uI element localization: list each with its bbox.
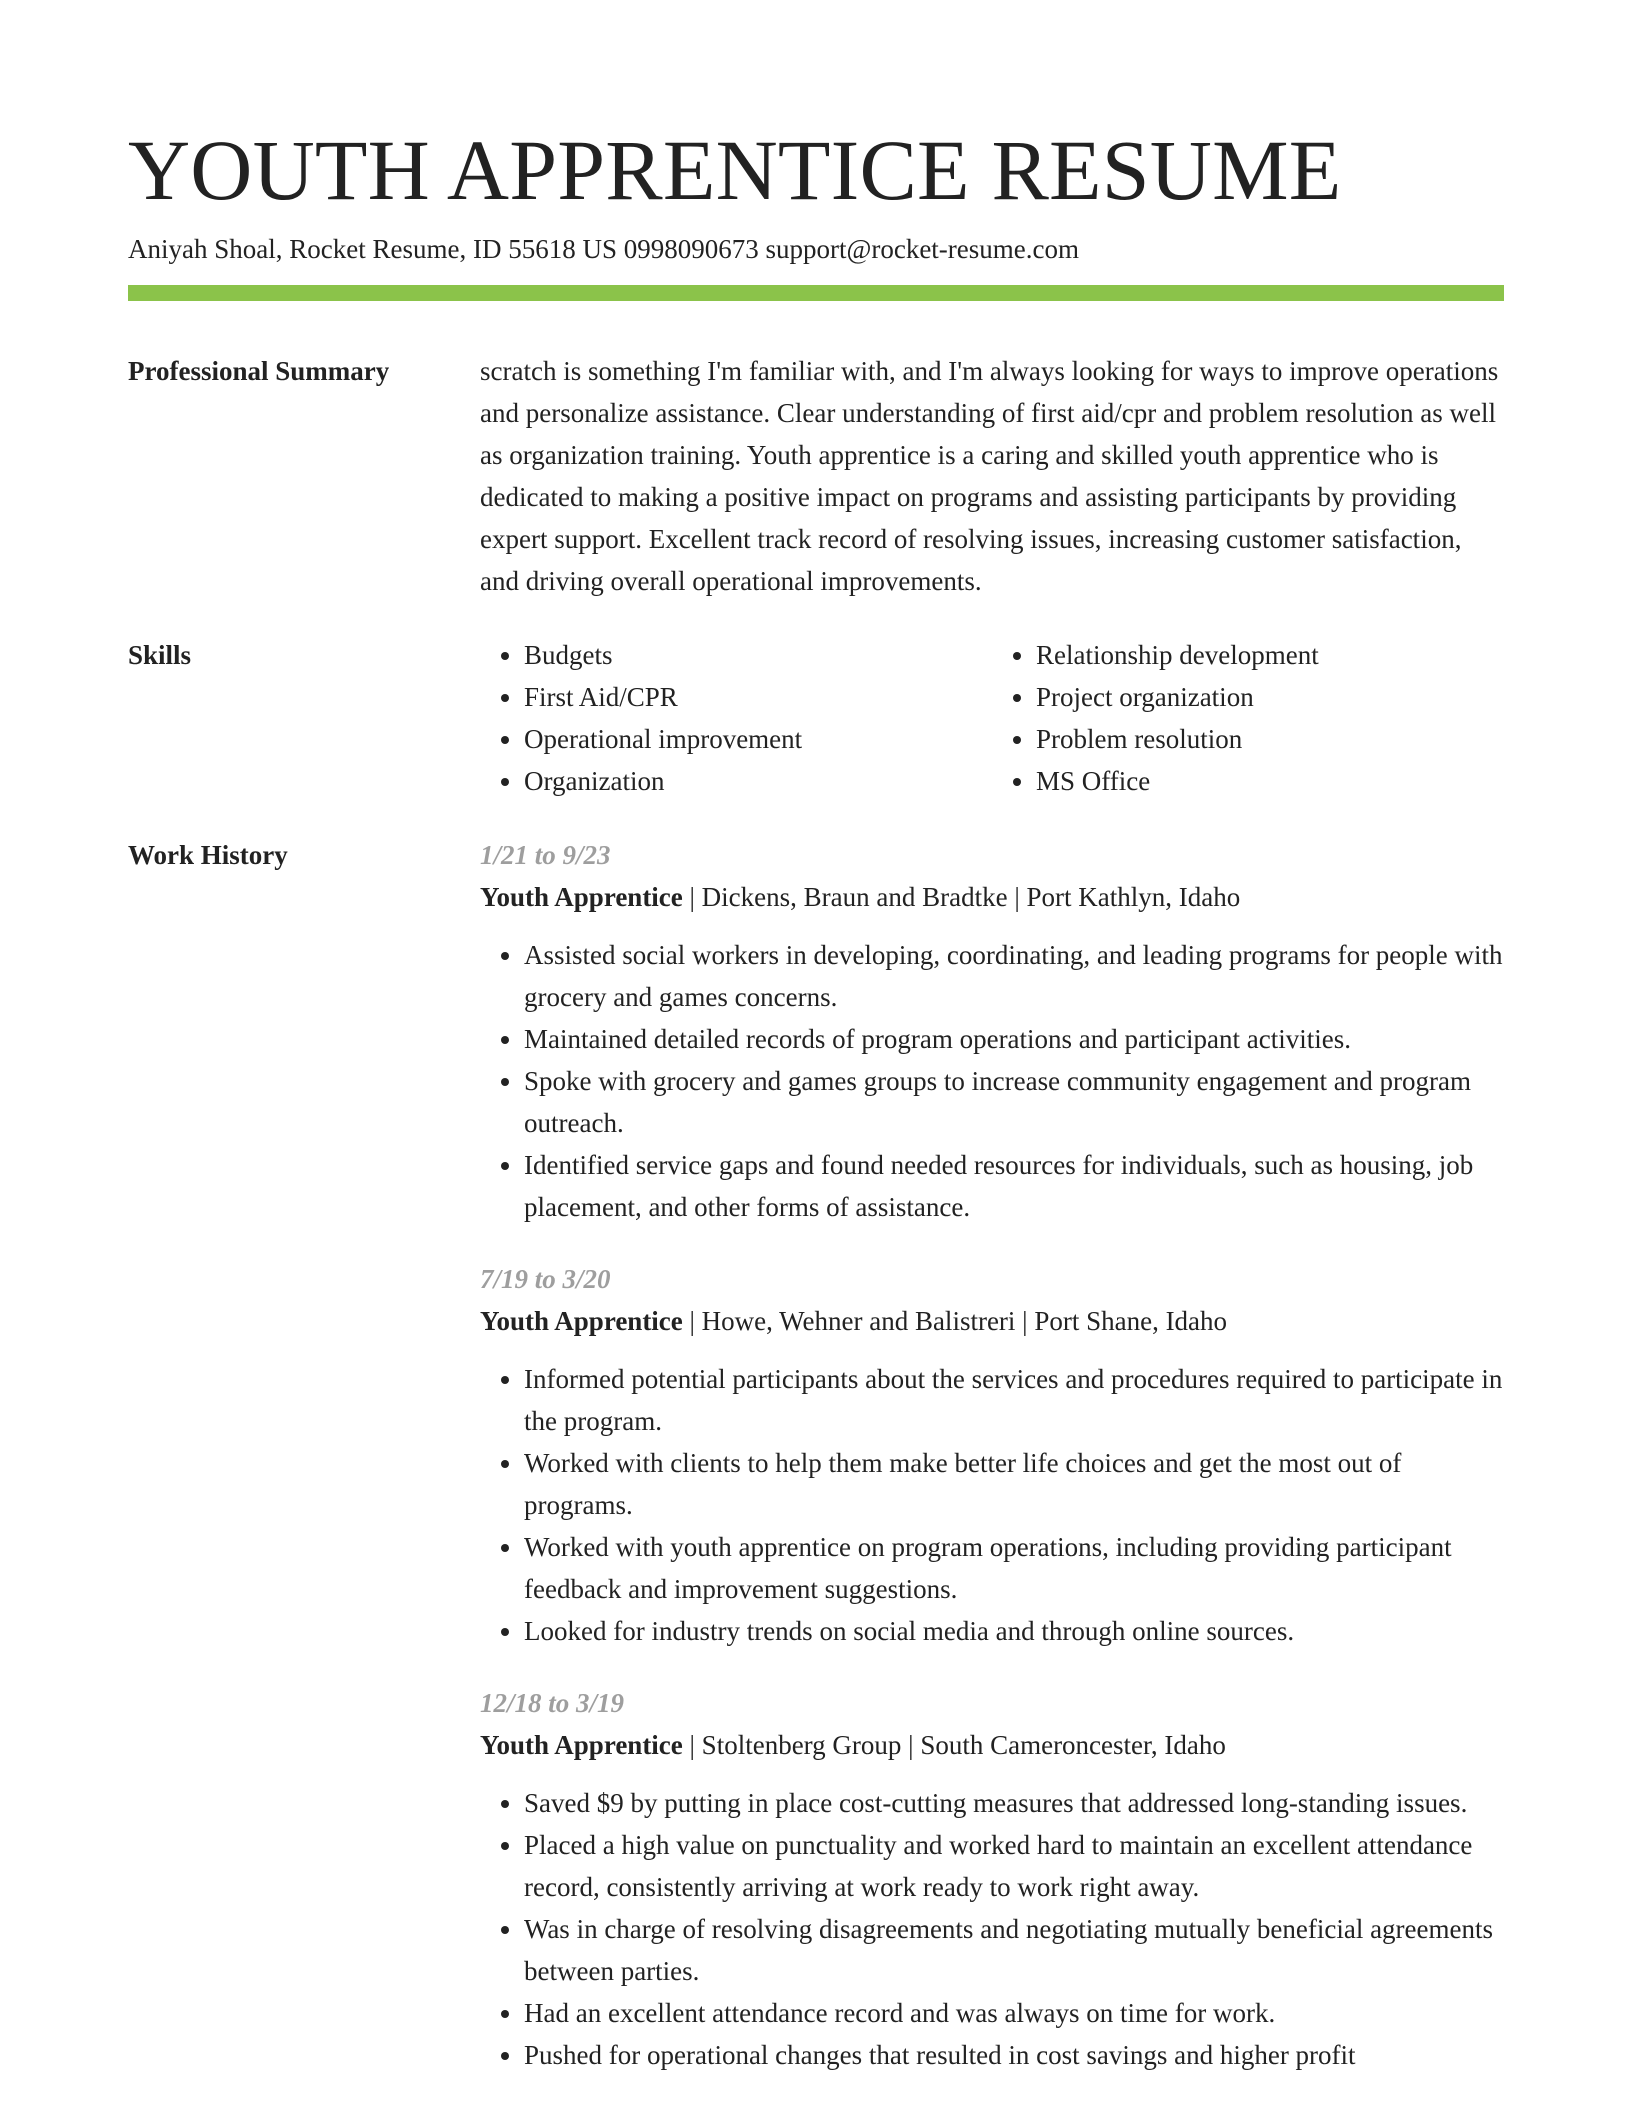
job-heading xyxy=(480,1724,1504,1766)
job-title: Youth Apprentice xyxy=(480,1306,683,1336)
job-duty-item: • Placed a high value on punctuality and worked hard to maintain an excellent attendance record, consistently arriving at work ready to work right away. xyxy=(524,1824,1504,1908)
job-duty-item: • Worked with youth apprentice on program operations, including providing participant feedback and improvement suggestions. xyxy=(524,1526,1504,1610)
job-duty-item: • Spoke with grocery and games groups to increase community engagement and program outreach. xyxy=(524,1060,1504,1144)
skill-item: • Relationship development xyxy=(1036,634,1504,676)
job-heading xyxy=(480,1300,1504,1342)
skill-item: • Project organization xyxy=(1036,676,1504,718)
job-entry xyxy=(480,1682,1504,2076)
job-duty-item: • Worked with clients to help them make better life choices and get the most out of programs. xyxy=(524,1442,1504,1526)
skills-body xyxy=(480,634,1504,802)
contact-name: Aniyah Shoal, xyxy=(128,234,283,264)
job-duty-item: • Looked for industry trends on social media and through online sources. xyxy=(524,1610,1504,1652)
skill-item: • Organization xyxy=(524,760,992,802)
contact-location: ID 55618 US xyxy=(472,234,617,264)
job-duty-item: • Saved $9 by putting in place cost-cutting measures that addressed long-standing issues. xyxy=(524,1782,1504,1824)
skill-item: • First Aid/CPR xyxy=(524,676,992,718)
job-duty-item: • Had an excellent attendance record and was always on time for work. xyxy=(524,1992,1504,2034)
skill-item: • MS Office xyxy=(1036,760,1504,802)
skills-list-right xyxy=(992,634,1504,802)
job-title: Youth Apprentice xyxy=(480,882,683,912)
skills-heading: Skills xyxy=(128,640,192,670)
job-duty-item: • Informed potential participants about the services and procedures required to participate in the program. xyxy=(524,1358,1504,1442)
contact-company: Rocket Resume, xyxy=(289,234,467,264)
job-dates: 1/21 to 9/23 xyxy=(480,840,611,870)
skill-item: • Operational improvement xyxy=(524,718,992,760)
job-entry xyxy=(480,1258,1504,1652)
summary-heading: Professional Summary xyxy=(128,356,390,386)
summary-text: scratch is something I'm familiar with, and I'm always looking for ways to improve operations and personalize assistance. Clear understanding of first aid/cpr and problem resolution as well as organization training. Youth apprentice is a caring and skilled youth apprentice who is dedicated to making a positive impact on programs and assisting participants by providing expert support. Excellent track record of resolving issues, increasing customer satisfaction, and driving overall operational improvements. xyxy=(480,356,1499,596)
contact-line xyxy=(128,230,1079,268)
job-entry xyxy=(480,834,1504,1228)
contact-email[interactable]: support@rocket-resume.com xyxy=(765,234,1080,264)
resume-title: YOUTH APPRENTICE RESUME xyxy=(128,122,1342,218)
skills-list-left xyxy=(480,634,992,802)
job-employer-location: | Howe, Wehner and Balistreri | Port Shane, Idaho xyxy=(682,1306,1228,1336)
job-duties xyxy=(480,1782,1504,2076)
work-history-body xyxy=(480,834,1504,2106)
job-dates: 7/19 to 3/20 xyxy=(480,1264,611,1294)
job-heading xyxy=(480,876,1504,918)
job-duty-item: • Was in charge of resolving disagreements and negotiating mutually beneficial agreements between parties. xyxy=(524,1908,1504,1992)
contact-phone: 0998090673 xyxy=(623,234,759,264)
work-history-heading: Work History xyxy=(128,840,288,870)
skills-grid xyxy=(480,634,1504,802)
job-duty-item: • Identified service gaps and found needed resources for individuals, such as housing, job placement, and other forms of assistance. xyxy=(524,1144,1504,1228)
job-dates: 12/18 to 3/19 xyxy=(480,1688,625,1718)
job-employer-location: | Stoltenberg Group | South Cameroncester, Idaho xyxy=(682,1730,1226,1760)
skill-item: • Budgets xyxy=(524,634,992,676)
job-duties xyxy=(480,934,1504,1228)
job-title: Youth Apprentice xyxy=(480,1730,683,1760)
job-duty-item: • Assisted social workers in developing, coordinating, and leading programs for people with grocery and games concerns. xyxy=(524,934,1504,1018)
job-duties xyxy=(480,1358,1504,1652)
header-divider xyxy=(128,285,1504,301)
summary-body xyxy=(480,350,1504,602)
job-employer-location: | Dickens, Braun and Bradtke | Port Kathlyn, Idaho xyxy=(682,882,1241,912)
job-duty-item: • Pushed for operational changes that resulted in cost savings and higher profit xyxy=(524,2034,1504,2076)
job-duty-item: • Maintained detailed records of program operations and participant activities. xyxy=(524,1018,1504,1060)
skill-item: • Problem resolution xyxy=(1036,718,1504,760)
